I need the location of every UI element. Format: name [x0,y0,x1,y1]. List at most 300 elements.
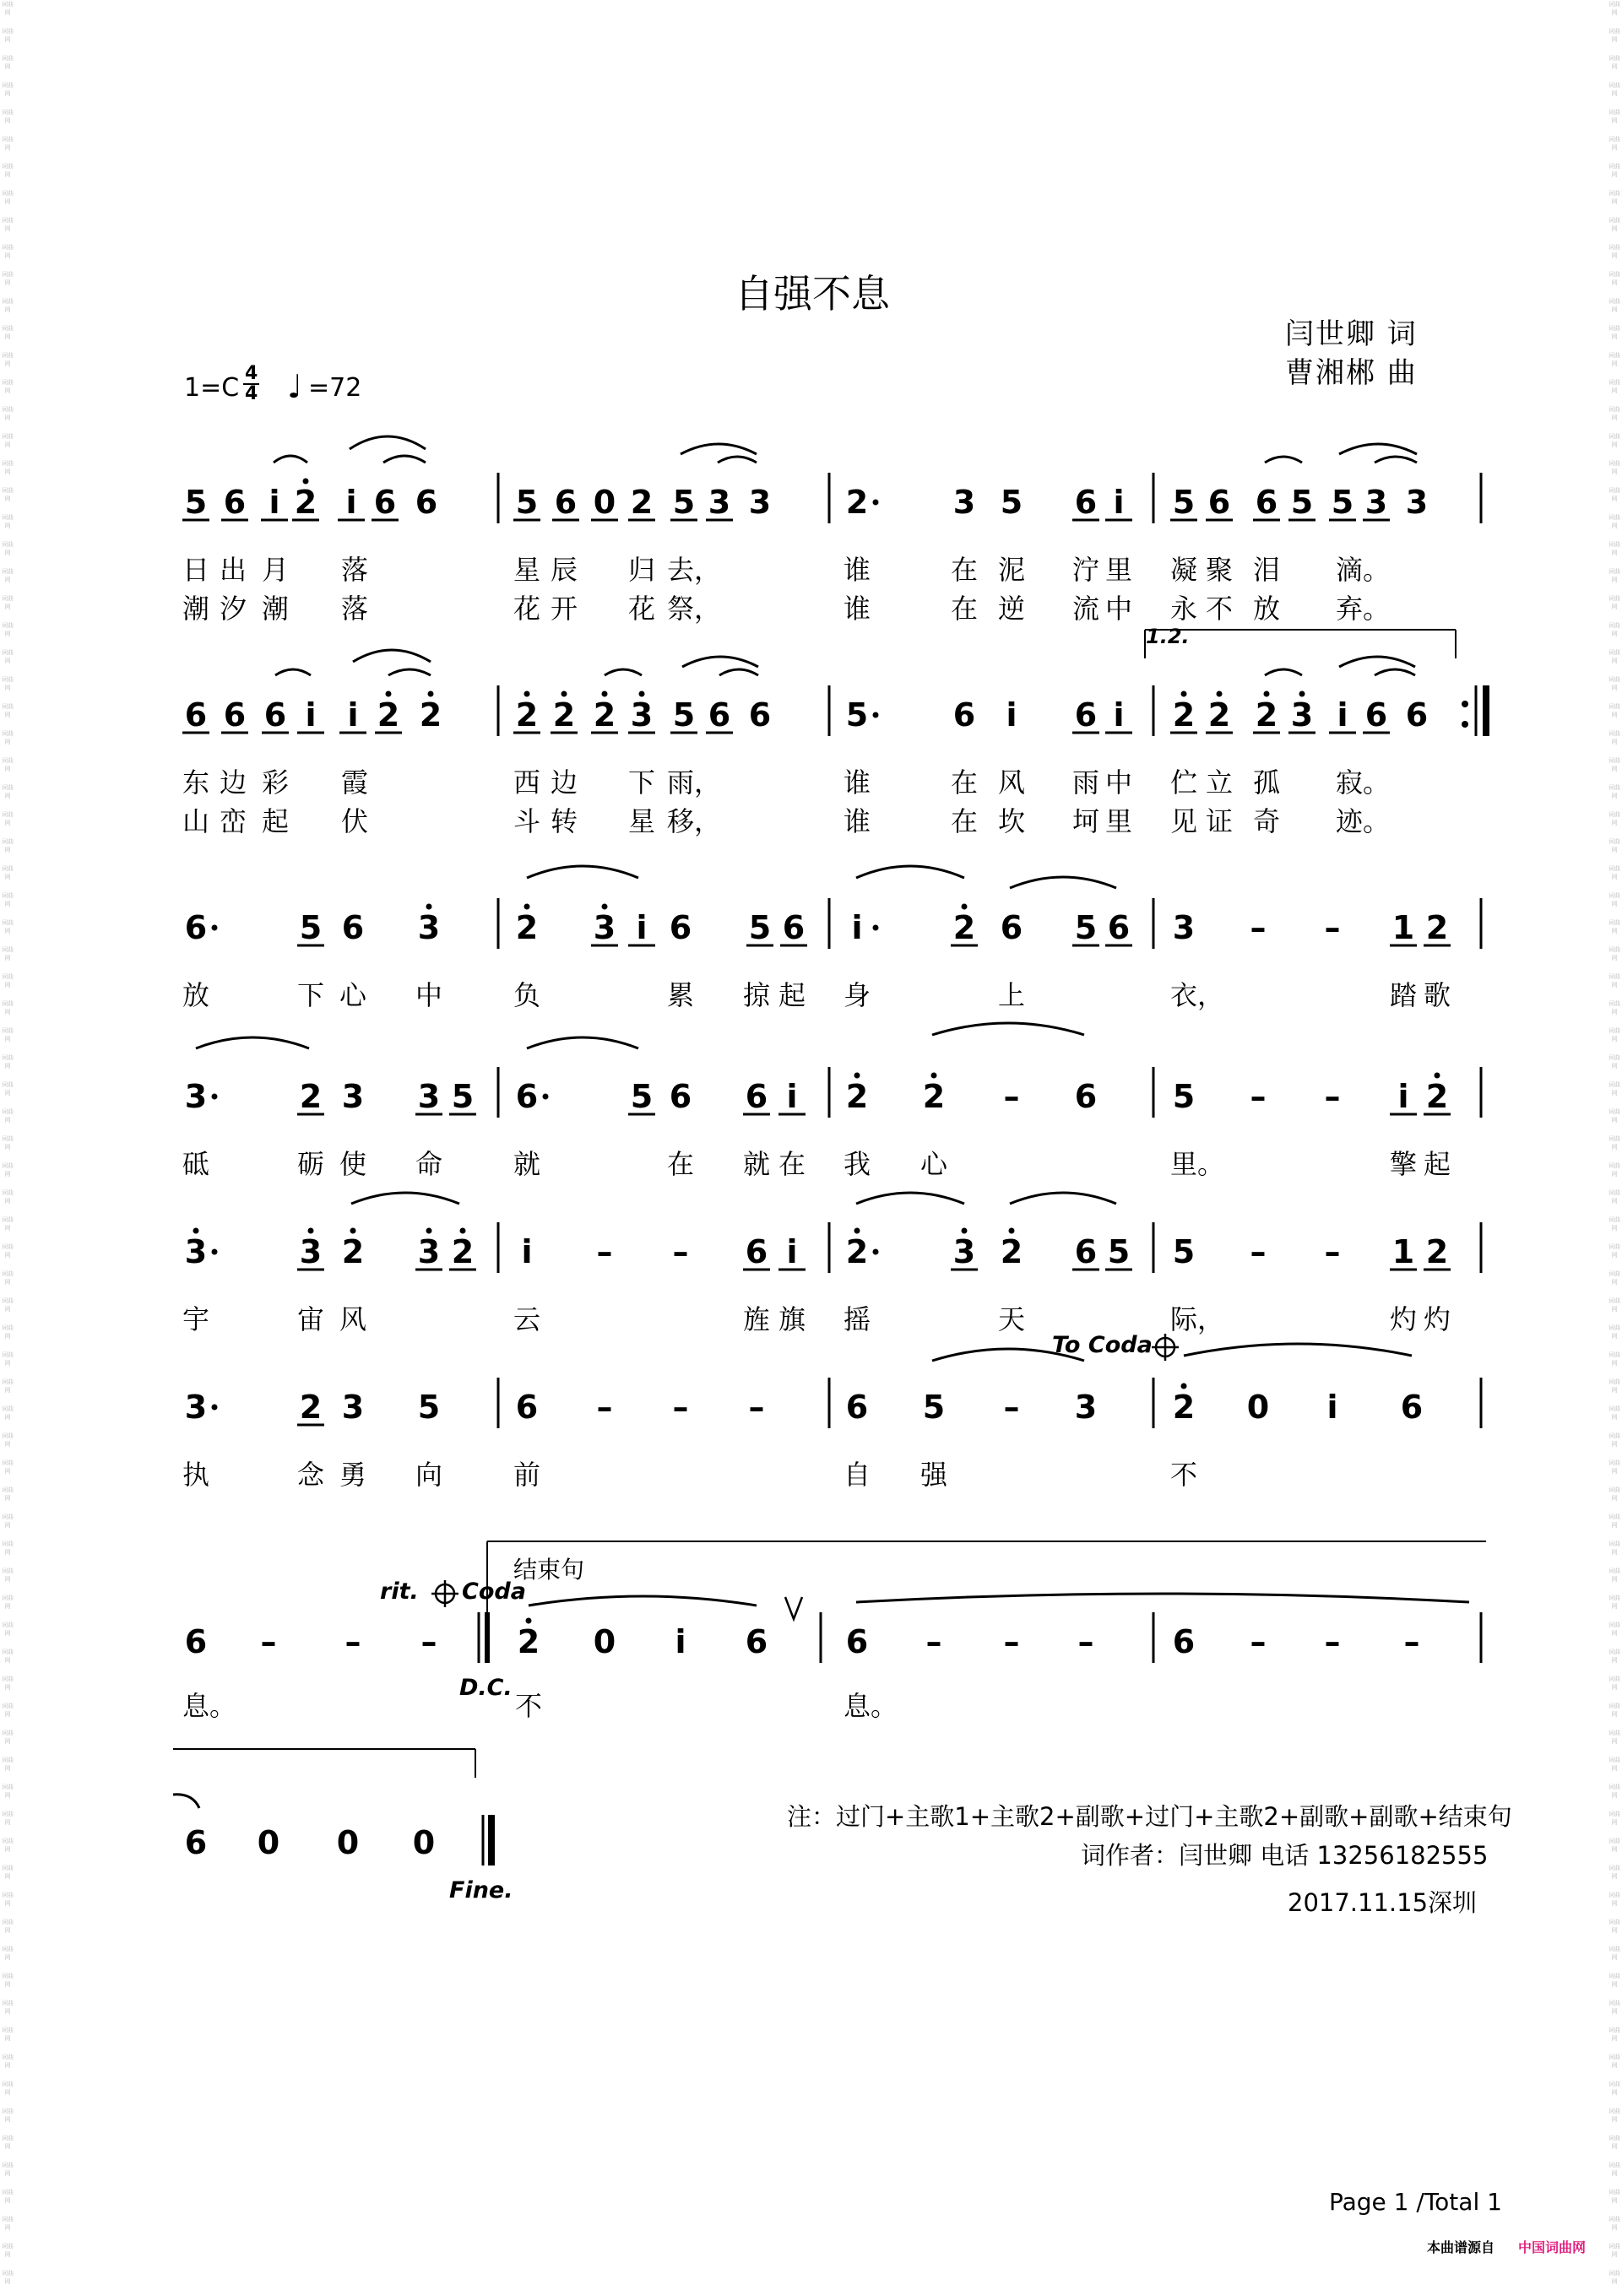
watermark-text: 词曲网 [1608,1622,1620,1637]
lyric-syllable: 落 [341,554,369,586]
watermark-text: 词曲网 [2,352,14,367]
watermark-text: 词曲网 [1608,1027,1620,1042]
composer-credit: 曹湘郴 曲 [1285,356,1418,390]
note: 2 [419,696,442,734]
note: 5 [1290,484,1314,521]
slur [1375,457,1417,463]
watermark-text: 词曲网 [2,1730,14,1745]
lyric-syllable: 摇 [844,1303,871,1335]
watermark-text: 词曲网 [2,1189,14,1205]
note: 6 [782,909,806,946]
note: 6 [1074,1078,1098,1115]
note: 3 [341,1389,365,1426]
lyric-syllable: 宇 [182,1303,210,1335]
note: – [260,1623,277,1660]
watermark-text: 词曲网 [2,109,14,124]
watermark-text: 词曲网 [1608,2027,1620,2042]
note: 6 [373,484,397,521]
watermark-text: 词曲网 [2,1297,14,1313]
watermark-text: 词曲网 [1608,82,1620,97]
note: 5 [1331,484,1354,521]
watermark-text: 词曲网 [2,649,14,664]
note: 1 [1391,1233,1415,1270]
watermark-text: 词曲网 [2,1622,14,1637]
lyric-syllable: 衣， [1170,979,1225,1011]
watermark-text: 词曲网 [1608,2189,1620,2204]
lyric-syllable: 就 [513,1148,541,1180]
watermark-text: 词曲网 [1608,1514,1620,1529]
lyric-syllable: 谁 [844,766,871,799]
high-octave-dot [1009,1228,1015,1234]
lyric-syllable: 起 [1424,1148,1451,1180]
lyric-syllable: 在 [951,766,979,799]
watermark-text: 词曲网 [1608,730,1620,745]
watermark-text: 词曲网 [1608,811,1620,826]
fine-label: Fine. [449,1877,513,1903]
lyric-syllable: 我 [844,1148,871,1180]
watermark-text: 词曲网 [1608,1919,1620,1934]
note: 6 [745,1233,768,1270]
note: 5 [845,696,869,734]
slur [388,669,431,675]
lyric-syllable: 边 [220,766,247,799]
lyric-syllable: 永 [1170,593,1198,625]
note: 5 [630,1078,654,1115]
lyric-syllable: 谁 [844,593,871,625]
watermark-text: 词曲网 [1608,217,1620,232]
lyric-syllable: 汐 [220,593,247,625]
note: 2 [377,696,400,734]
watermark-text: 词曲网 [1608,1189,1620,1205]
note: – [596,1233,613,1270]
note: 2 [845,1078,869,1115]
lyric-syllable: 聚 [1206,554,1234,586]
watermark-text: 词曲网 [2,1216,14,1232]
note: 6 [1400,1389,1424,1426]
lyric-syllable: 放 [1253,593,1281,625]
slur [1184,1344,1412,1356]
note: 3 [630,696,654,734]
high-octave-dot [524,904,530,910]
lyric-syllable: 伫 [1170,766,1198,799]
high-octave-dot [428,691,434,697]
contact-note: 词作者：闫世卿 电话 13256182555 [1081,1841,1489,1870]
high-octave-dot [854,1073,860,1079]
lyric-syllable: 不 [515,1690,543,1722]
watermark-text: 词曲网 [1608,271,1620,286]
high-octave-dot [962,1228,968,1234]
watermark-text: 词曲网 [1608,1459,1620,1475]
slur [1339,657,1415,667]
lyric-syllable: 雨， [667,766,722,799]
note: 2 [299,1389,323,1426]
note: – [1003,1623,1020,1660]
watermark-text: 词曲网 [2,676,14,691]
watermark-text: 词曲网 [2,1703,14,1718]
lyric-syllable: 立 [1206,766,1234,799]
watermark-text: 词曲网 [2,1676,14,1691]
lyric-syllable: 谁 [844,805,871,837]
lyric-syllable: 彩 [262,766,290,799]
lyric-syllable: 就 [743,1148,771,1180]
note: 3 [1364,484,1388,521]
watermark-text: 词曲网 [2,1757,14,1772]
note: 3 [184,1078,208,1115]
watermark-text: 词曲网 [2,487,14,502]
lyric-syllable: 日 [182,554,210,586]
lyric-syllable: 使 [339,1148,367,1180]
watermark-text: 词曲网 [1608,1784,1620,1799]
note: 2 [517,1623,540,1660]
augmentation-dot [212,1405,218,1411]
note: 6 [1172,1623,1196,1660]
lyric-syllable: 逆 [998,593,1026,625]
watermark-text: 词曲网 [2,1946,14,1961]
watermark-text: 词曲网 [2,622,14,637]
note: 6 [845,1623,869,1660]
brand-label: 中国词曲网 [1518,2239,1587,2255]
watermark-text: 词曲网 [1608,55,1620,70]
high-octave-dot [1181,691,1187,697]
slur [527,866,638,878]
high-octave-dot [350,1228,356,1234]
watermark-text: 词曲网 [2,1514,14,1529]
slur [1265,457,1302,463]
note: 2 [952,909,976,946]
lyric-syllable: 开 [551,593,578,625]
note: 3 [341,1078,365,1115]
watermark-text: 词曲网 [1608,460,1620,475]
lyric-syllable: 中 [1105,766,1133,799]
watermark-text: 词曲网 [2,2189,14,2204]
note: 3 [184,1389,208,1426]
lyric-syllable: 孤 [1253,766,1281,799]
note: i [521,1233,533,1270]
watermark-text: 词曲网 [1608,514,1620,529]
watermark-text: 词曲网 [2,1108,14,1124]
note: 5 [417,1389,441,1426]
quarter-note-icon: ♩ [287,368,302,405]
note: 3 [184,1233,208,1270]
lyric-syllable: 移， [667,805,722,837]
note: – [1003,1078,1020,1115]
note: – [1250,909,1267,946]
note: i [851,909,863,946]
watermark-text: 词曲网 [2,1135,14,1151]
note: 3 [748,484,772,521]
watermark-text: 词曲网 [2,1595,14,1610]
watermark-text: 词曲网 [1608,2162,1620,2177]
note: 6 [341,909,365,946]
note: 6 [515,1389,539,1426]
watermark-text: 词曲网 [2,595,14,610]
note: 3 [952,484,976,521]
watermark-text: 词曲网 [2,2081,14,2096]
slur [353,650,431,662]
note: 0 [257,1824,280,1861]
watermark-text: 词曲网 [1608,2270,1620,2285]
note: 6 [1000,909,1023,946]
note: – [748,1389,765,1426]
watermark-text: 词曲网 [1608,1595,1620,1610]
performance-note: 注：过门+主歌1+主歌2+副歌+过门+主歌2+副歌+副歌+结束句 [787,1802,1512,1831]
watermark-text: 词曲网 [2,82,14,97]
lyric-syllable: 身 [844,979,871,1011]
watermark-text: 词曲网 [1608,109,1620,124]
note: i [786,1233,798,1270]
watermark-text: 词曲网 [2,1081,14,1097]
slur [529,1596,757,1606]
lyric-syllable: 边 [551,766,578,799]
lyric-syllable: 中 [415,979,443,1011]
watermark-text: 词曲网 [1608,1811,1620,1826]
lyric-syllable: 斗 [513,805,541,837]
watermark-text: 词曲网 [1608,919,1620,934]
watermark-text: 词曲网 [1608,1,1620,16]
lyric-syllable: 勇 [339,1459,367,1491]
lyric-syllable: 辰 [551,554,578,586]
note: 6 [845,1389,869,1426]
time-signature: 4 4 [245,363,258,404]
note: 6 [223,484,247,521]
lyric-syllable: 灼 [1424,1303,1451,1335]
watermark-text: 词曲网 [1608,1054,1620,1069]
lyric-syllable: 中 [1105,593,1133,625]
note: 6 [952,696,976,734]
lyric-syllable: 自 [844,1459,871,1491]
note: 5 [748,909,772,946]
watermark-text: 词曲网 [1608,1541,1620,1556]
watermark-text: 词曲网 [1608,1892,1620,1907]
watermark-text: 词曲网 [1608,784,1620,799]
watermark-text: 词曲网 [2,2027,14,2042]
note: 3 [1172,909,1196,946]
source-label: 本曲谱源自 [1427,2239,1495,2255]
watermark-text: 词曲网 [2,2243,14,2258]
note: 3 [708,484,731,521]
lyric-syllable: 擎 [1390,1148,1418,1180]
watermark-text: 词曲网 [1608,1838,1620,1853]
note: 5 [1172,1078,1196,1115]
note: 2 [1255,696,1278,734]
note: 6 [184,909,208,946]
lyric-syllable: 弃。 [1336,593,1391,625]
note: 6 [669,909,692,946]
note: 5 [1074,909,1098,946]
watermark-text: 词曲网 [1608,325,1620,340]
slur [681,444,757,454]
note: 6 [1074,696,1098,734]
slur [682,657,758,667]
lyric-syllable: 去， [667,554,722,586]
lyric-syllable: 星 [628,805,656,837]
watermark-text: 词曲网 [1608,1108,1620,1124]
watermark-text: 词曲网 [2,1649,14,1664]
note: 2 [1172,1389,1196,1426]
note: 2 [593,696,616,734]
watermark-text: 词曲网 [1608,1676,1620,1691]
augmentation-dot [873,712,879,718]
note: 0 [593,484,616,521]
note: 2 [515,696,539,734]
page-number: Page 1 /Total 1 [1329,2188,1502,2216]
watermark-text: 词曲网 [1608,1216,1620,1232]
watermark-text: 词曲网 [1608,433,1620,448]
note: 6 [1074,1233,1098,1270]
slur [350,436,426,449]
note: 2 [1172,696,1196,734]
note: – [344,1623,361,1660]
slur [719,669,758,675]
high-octave-dot [854,1228,860,1234]
high-octave-dot [602,691,608,697]
watermark-text: 词曲网 [1608,1649,1620,1664]
lyric-syllable: 灼 [1390,1303,1418,1335]
note: 2 [1207,696,1231,734]
lyric-syllable: 里 [1105,805,1133,837]
watermark-text: 词曲网 [2,190,14,205]
watermark-text: 词曲网 [2,1351,14,1367]
watermark-text: 词曲网 [1608,298,1620,313]
lyric-syllable: 雨 [1072,766,1100,799]
note: 0 [412,1824,436,1861]
high-octave-dot [460,1228,466,1234]
lyric-syllable: 东 [182,766,210,799]
lyric-syllable: 西 [513,766,541,799]
lyric-syllable: 强 [920,1459,948,1491]
slur [351,1193,459,1204]
watermark-text: 词曲网 [1608,568,1620,583]
slur [173,1795,199,1808]
watermark-text: 词曲网 [2,1919,14,1934]
watermark-text: 词曲网 [1608,379,1620,394]
high-octave-dot [931,1073,937,1079]
high-octave-dot [426,1228,432,1234]
note: – [596,1389,613,1426]
note: 6 [554,484,578,521]
lyric-syllable: 起 [262,805,290,837]
watermark-text: 词曲网 [1608,1081,1620,1097]
note: 2 [922,1078,946,1115]
lyric-syllable: 见 [1170,805,1198,837]
note: 6 [748,696,772,734]
high-octave-dot [1217,691,1223,697]
note: – [1324,1623,1341,1660]
watermark-text: 词曲网 [1608,1297,1620,1313]
watermark-text: 词曲网 [1608,2081,1620,2096]
date-note: 2017.11.15深圳 [1288,1888,1478,1917]
watermark-text: 词曲网 [1608,487,1620,502]
high-octave-dot [526,1618,532,1624]
lyric-syllable: 前 [513,1459,541,1491]
note: 6 [515,1078,539,1115]
watermark-text: 词曲网 [1608,352,1620,367]
note: 2 [630,484,654,521]
watermark-text: 词曲网 [2,244,14,259]
watermark-text: 词曲网 [2,2000,14,2015]
lyric-syllable: 风 [339,1303,367,1335]
watermark-text: 词曲网 [1608,1135,1620,1151]
note: 6 [1405,696,1429,734]
watermark-text: 词曲网 [2,838,14,853]
slur [856,1594,1469,1602]
lyric-syllable: 心 [339,979,367,1011]
note: – [1250,1078,1267,1115]
note: 6 [184,1824,208,1861]
watermark-text: 词曲网 [1608,1351,1620,1367]
lyric-syllable: 泥 [998,554,1026,586]
watermark-text: 词曲网 [1608,973,1620,988]
tempo: =72 [308,373,362,403]
lyric-syllable: 宙 [297,1303,325,1335]
lyric-syllable: 砥 [182,1148,210,1180]
note: 6 [1364,696,1388,734]
watermark-text: 词曲网 [1608,1730,1620,1745]
note: – [1324,1233,1341,1270]
note: 6 [1255,484,1278,521]
note: 2 [845,1233,869,1270]
note: – [1403,1623,1420,1660]
watermark-text: 词曲网 [2,1459,14,1475]
score-title: 自强不息 [735,271,890,317]
note: – [672,1233,689,1270]
watermark-text: 词曲网 [1608,1270,1620,1286]
note: 0 [1246,1389,1270,1426]
high-octave-dot [193,1228,199,1234]
note: – [1250,1233,1267,1270]
augmentation-dot [873,925,879,931]
slur [196,1037,309,1048]
note: i [786,1078,798,1115]
watermark-text: 词曲网 [1608,2054,1620,2069]
watermark-text: 词曲网 [1608,1405,1620,1421]
lyric-syllable: 潮 [262,593,290,625]
note: 2 [515,909,539,946]
lyric-syllable: 滴。 [1336,554,1391,586]
lyric-syllable: 旌 [743,1303,771,1335]
note: 6 [708,696,731,734]
watermark-text: 词曲网 [2,1270,14,1286]
lyric-syllable: 天 [998,1303,1026,1335]
note: – [672,1389,689,1426]
lyric-syllable: 落 [341,593,369,625]
repeat-dot [1462,701,1468,707]
watermark-text: 词曲网 [1608,2216,1620,2231]
augmentation-dot [212,925,218,931]
high-octave-dot [1264,691,1270,697]
note: i [1326,1389,1338,1426]
watermark-text: 词曲网 [1608,190,1620,205]
note: 3 [1074,1389,1098,1426]
high-octave-dot [386,691,392,697]
watermark-text: 词曲网 [1608,595,1620,610]
watermark-text: 词曲网 [1608,1486,1620,1502]
note: i [345,484,357,521]
note: 5 [1107,1233,1131,1270]
note: 6 [415,484,438,521]
lyric-syllable: 风 [998,766,1026,799]
lyric-syllable: 旗 [778,1303,806,1335]
lyric-syllable: 在 [951,593,979,625]
lyric-syllable: 息。 [182,1690,237,1722]
lyric-syllable: 不 [1206,593,1234,625]
watermark-text: 词曲网 [1608,1324,1620,1340]
note: 5 [515,484,539,521]
watermark-text: 词曲网 [2,325,14,340]
slur [1010,1193,1116,1204]
augmentation-dot [212,1094,218,1100]
watermark-text: 词曲网 [2,28,14,43]
